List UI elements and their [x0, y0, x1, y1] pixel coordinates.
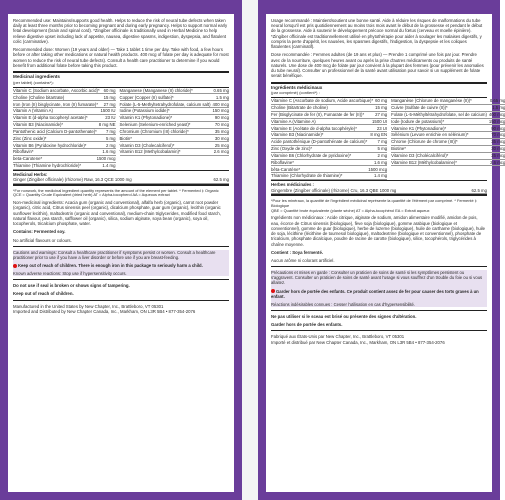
- english-label-card: [8, 14, 234, 492]
- ingredient-row: [13, 129, 116, 136]
- ingredient-row: [391, 160, 505, 167]
- ingredient-amount: 7 mg: [105, 128, 116, 134]
- ingredient-row: [391, 119, 505, 126]
- ingredient-row: [120, 108, 229, 115]
- ingredient-name: Vitamin B6 (Pyridoxine hydrochloride)*: [13, 142, 87, 148]
- seal-warning: Do not use if seal is broken or shows signs of tampering.: [13, 283, 130, 289]
- ingredient-row: [13, 177, 229, 184]
- ingredient-amount: 0.65 mg: [213, 87, 229, 93]
- ingredient-name: Vitamin K1 (Phytonadione)*: [119, 115, 173, 121]
- ingredient-amount: 30 mcg: [491, 146, 505, 152]
- ingredient-amount: 15 mg: [103, 94, 116, 100]
- ingredient-name: Riboflavine*: [271, 159, 294, 165]
- contains-note: Contains: Fermented soy.: [13, 229, 66, 235]
- medicinal-ingredients-table: [13, 71, 229, 185]
- ingredient-amount: 62.5 mg: [213, 177, 229, 183]
- ingredient-name: Selenium (Selenium-enriched yeast)*: [119, 122, 191, 128]
- manufacturer-info-fr: Fabriqué aux États-Unis par New Chapter, Inc., Brattleboro, VT 05301 Importé et distribué par New Chapter Canada, Inc., Markham, ON L3R 5B4 • 877-354-2076: [271, 334, 445, 345]
- ingredient-amount: 5 mg: [377, 146, 388, 152]
- ingredient-row: [120, 149, 229, 156]
- ingredient-amount: 150 mcg: [212, 108, 229, 114]
- footnotes-fr: *Pour les minéraux, la quantité de l'ingrédient médicinal représente la quantité de l'élément par comprimé. * Fermenté ‡ Biologique QBE = Quantité brute équivalente (plante sèche) AT = Alpha-tocophérol EA = Extrait aqueux: [271, 198, 477, 213]
- ingredient-row: [271, 112, 387, 119]
- cautions-fr: Précautions et mises en garde : Consulter un praticien de soins de santé si les symptômes persistent ou s'aggravent. Consulter un praticien de soins de santé avant l'usage si vous souffrez d'un trouble du foie ou si vous allaitez.: [271, 270, 483, 286]
- recommended-use: Recommended use: Maintains/supports good health. Helps to reduce the risk of neural tube defects when taken daily at least three months prior to becoming pregnant and during early pregnancy. Helps to support normal early fetal development (brain and spinal cord). *Zingiber officinale is traditionally used in Herbal Medicine to help relieve digestive upset including lack of appetite, nausea, digestive spasms, indigestion, dyspepsia, and flatulent colic (carminative).: [13, 18, 228, 44]
- ingredient-row: [13, 94, 116, 101]
- herbs-title: Medicinal Herbs:: [13, 171, 48, 177]
- ingredient-row: [391, 132, 505, 139]
- ingredient-row: [120, 122, 229, 129]
- ingredient-row: [271, 139, 387, 146]
- ingredient-name: Vitamine A (Vitamine A): [271, 118, 316, 124]
- ingredient-row: [271, 173, 387, 180]
- french-label-card: [266, 14, 505, 492]
- ingredient-row: [13, 142, 116, 149]
- cautions-box: [13, 250, 229, 277]
- ingredient-row: [13, 101, 116, 108]
- ingredient-name: Choline (Bitartrate de choline): [271, 105, 328, 111]
- ingredient-row: [391, 125, 505, 132]
- ingredient-amount: 1500 mcg: [96, 156, 116, 162]
- ingredient-amount: 8 mg EN: [370, 132, 388, 138]
- no-artificial-note-fr: Aucun arôme ni colorant artificiel.: [271, 257, 335, 263]
- ingredient-name: Manganese (Manganese (II) chloride)*: [119, 87, 193, 93]
- recommended-dose: Recommended dose: Women (19 years and older) — Take 1 tablet 1 time per day. Take with food, a few hours before or after taking other medications or natural health products. 400 mcg of folate per day is adequate for most women to reduce the risk of neural tube defects). Consult a health care practitioner to determine if you would benefit from additional folate before taking this product.: [13, 47, 229, 68]
- ingredient-row: [391, 98, 505, 105]
- ingredient-row: [120, 94, 229, 101]
- ingredient-row: [391, 146, 505, 153]
- ingredient-name: Iodine (Potassium iodide)*: [119, 108, 170, 114]
- ingredient-row: [391, 153, 505, 160]
- seal-warning-fr: Ne pas utiliser si le sceau est brisé ou présente des signes d'altération.: [271, 313, 417, 319]
- ingredient-row: [13, 163, 116, 170]
- ingredient-amount: 7 mg: [377, 139, 388, 145]
- ingredient-row: [271, 187, 487, 194]
- cautions: Cautions and warnings: Consult a healthcare practitioner if symptoms persist or worsen. Consult a healthcare practitioner prior to use if you have a liver disorder or before use if you are breast-feeding.: [13, 249, 216, 260]
- ingredient-name: Vitamin B12 (Methylcobalamin)*: [119, 149, 181, 155]
- ingredient-amount: 1.4 mg: [373, 173, 388, 179]
- ingredient-amount: 1500 IU: [100, 108, 116, 114]
- ingredient-row: [271, 125, 387, 132]
- ingredient-amount: 1.6 mg: [373, 159, 388, 165]
- ingredient-name: Acide pantothénique (D-pantothénate de calcium)*: [271, 139, 368, 145]
- ingredients-col-1: [13, 88, 116, 170]
- ingredient-name: Vitamin D3 (Cholecalciferol)*: [119, 142, 175, 148]
- ingredient-name: Iron (Iron (II) bisglycinate, Iron (II) fumarate)*: [13, 101, 99, 107]
- ingredient-row: [13, 88, 116, 95]
- ingredient-name: Pantothenic acid (Calcium D-pantothenate)*: [13, 128, 97, 134]
- english-panel: [0, 0, 242, 500]
- ingredient-name: Chrome (Chlorure de chrome (III))*: [391, 139, 458, 145]
- ingredient-name: Vitamin C (Sodium ascorbate, Ascorbic acid)*: [13, 87, 100, 93]
- ingredient-amount: 1.6 mg: [102, 149, 116, 155]
- ingredient-row: [13, 108, 116, 115]
- ingredient-name: Vitamine B6 (Chlorhydrate de pyridoxine)*: [271, 152, 352, 158]
- ingredient-row: [120, 142, 229, 149]
- ingredient-amount: 2 mg: [377, 152, 388, 158]
- ingredient-row: [271, 146, 387, 153]
- ingredient-name: Gingembre (Zingiber officinale) (rhizome) Cru, 16.3 QBE 1000 mg: [271, 187, 397, 193]
- ingredient-amount: 90 mcg: [214, 115, 229, 121]
- ingredient-name: Ginger (Zingiber officinale) (rhizome) Raw, 16.3 QCE 1000 mg: [13, 177, 132, 183]
- ingredient-row: [13, 122, 116, 129]
- ingredient-row: [120, 115, 229, 122]
- recommended-use-fr: Usage recommandé : Maintient/soutient une bonne santé. Aide à réduire les risques de malformations du tube neural lorsqu'il est pris quotidiennement au moins trois mois avant le début de la grossesse et pendant le début de la grossesse. Aide à soutenir le développement précoce normal du fœtus (cerveau et moelle épinière). *Zingiber officinale est traditionnellement utilisé en phytothérapie pour aider à soulager les malaises digestifs, y compris la perte d'appétit, les nausées, les spasmes digestifs, l'indigestion, la dyspepsie et les coliques flatulentes (carminatif).: [271, 18, 483, 50]
- medicinal-ingredients-table-fr: [271, 82, 505, 196]
- ingredient-row: [271, 153, 387, 160]
- non-medicinal-ingredients: Non-medicinal ingredients: Acacia gum (organic and conventional), alfalfa herb (organic), carrot root powder (organic), citric acid, Citrus sinensis peel (organic), dicalcium phosphate, guar gum (organic), lecithin (organic sunflower lecithin), maltodextrin (organic and conventional), medium-chain triglycerides, modified food starch, natural flavour, pea starch, safflower oil (organic), silica, sodium alginate, soya bean (organic), soya oil, tocopherols, tricalcium phosphate, water.: [13, 200, 221, 227]
- ingredient-name: Vitamin E (d-alpha tocopheryl acetate)*: [13, 115, 88, 121]
- ingredient-row: [13, 156, 116, 163]
- facts-subtitle: (per tablet) (contains*):: [13, 81, 229, 88]
- ingredient-amount: 8 mg NE: [98, 122, 116, 128]
- no-artificial-note: No artificial flavours or colours.: [13, 237, 72, 243]
- french-panel: [258, 0, 505, 500]
- ingredient-name: Zinc (Oxyde de zinc)*: [271, 146, 313, 152]
- ingredient-amount: 1.4 mg: [102, 162, 116, 168]
- ingredient-amount: 62.5 mg: [471, 187, 487, 193]
- keep-out-warning-fr: Garder hors de portée des enfants. Ce produit contient assez de fer pour causer des torts graves à un enfant.: [271, 288, 479, 299]
- herbs-list-fr: [271, 187, 487, 194]
- ingredient-amount: 1500 UI: [372, 118, 388, 124]
- ingredient-amount: 90 mcg: [491, 125, 505, 131]
- ingredient-row: [271, 105, 387, 112]
- ingredient-name: Vitamin A (Vitamin A): [13, 108, 53, 114]
- ingredient-name: Folate (L-5-Methyltetrahydrofolate, calcium salt): [119, 101, 211, 107]
- facts-subtitle-fr: (par comprimé) (contient*) :: [271, 91, 487, 98]
- ingredient-amount: 400 mcg: [488, 112, 505, 117]
- ingredient-row: [391, 105, 505, 112]
- ingredient-amount: 70 mcg: [214, 122, 229, 128]
- ingredient-name: Vitamine C (Ascorbate de sodium, Acide ascorbique)*: [271, 98, 374, 104]
- ingredient-row: [271, 98, 387, 105]
- facts-title: Medicinal ingredients: [13, 74, 60, 80]
- ingredient-name: Copper (Copper (II) sulfate)*: [119, 94, 174, 100]
- ingredient-amount: 60 mg: [375, 98, 388, 104]
- ingredient-amount: 2.6 mcg: [490, 159, 505, 165]
- ingredient-name: bêta-Carotène*: [271, 166, 301, 172]
- ingredient-name: Chromium (Chromium (III) chloride)*: [119, 128, 189, 134]
- adverse-reactions: Known adverse reactions: Stop use if hypersensitivity occurs.: [13, 271, 127, 277]
- ingredient-row: [391, 139, 505, 146]
- ingredient-row: [13, 149, 116, 156]
- ingredient-name: Vitamine D3 (Cholécalciférol)*: [391, 152, 449, 158]
- manufacturer-info: Manufactured in the United States by New Chapter, Inc., Brattleboro, VT 05301 Imported and Distributed by New Chapter Canada, Inc., Markham, ON L3R 5B4 • 877-354-2076: [13, 303, 196, 314]
- ingredient-amount: 1.5 mg: [215, 94, 229, 100]
- non-medicinal-ingredients-fr: Ingrédients non médicinaux : Acide citrique, alginate de sodium, amidon alimentaire modifié, amidon de pois, eau, écorce de Citrus sinensis (biologique), fève soja (biologique), gomme arabique (biologique et conventionnel), gomme de guar (biologique), herbe de luzerne (biologique), huile de carthame (biologique), huile de soja, lécithine (lécithine de tournesol biologique), maltodextrine (biologique et conventionnel), phosphate de tricalcium, phosphate dicalcique, poudre de racine de carotte (biologique), silice, tocophérols, triglycérides à chaîne moyenne.: [271, 215, 486, 247]
- herbs-title-fr: Herbes médicinales :: [271, 181, 314, 187]
- ingredient-row: [271, 119, 387, 126]
- ingredient-name: Vitamine B12 (Méthylcobalamine)*: [391, 159, 457, 165]
- ingredient-name: Sélénium (Levure enrichie en sélénium)*: [391, 132, 469, 138]
- ingredient-amount: 2.6 mcg: [213, 149, 229, 155]
- ingredient-amount: 23 IU: [105, 115, 116, 121]
- keep-out-warning: Keep out of reach of children. There is enough iron in this package to seriously harm a child.: [18, 263, 203, 268]
- ingredient-amount: 400 mcg: [212, 101, 229, 107]
- ingredient-amount: 25 mcg: [214, 142, 229, 148]
- ingredient-amount: 1.5 mg: [492, 105, 505, 111]
- ingredient-row: [271, 132, 387, 139]
- panel-gutter: [242, 0, 258, 500]
- ingredient-amount: 70 mcg: [491, 132, 505, 138]
- ingredient-row: [13, 135, 116, 142]
- ingredient-name: Thiamine (Thiamine hydrochloride)*: [13, 162, 82, 168]
- ingredient-amount: 15 mg: [375, 105, 388, 111]
- facts-title-fr: Ingrédients médicinaux: [271, 84, 323, 90]
- ingredient-row: [391, 112, 505, 119]
- ingredient-row: [120, 135, 229, 142]
- ingredient-name: Riboflavin*: [13, 149, 34, 155]
- ingredient-name: Biotin*: [119, 135, 132, 141]
- warning-dot-icon: [13, 264, 17, 268]
- contains-note-fr: Contient : Soya fermenté.: [271, 249, 324, 255]
- ingredient-row: [271, 160, 387, 167]
- keep-out-note: Keep out of reach of children.: [13, 291, 74, 297]
- ingredient-amount: 2 mg: [105, 142, 116, 148]
- ingredient-name: Biotine*: [391, 146, 406, 152]
- ingredient-name: Manganèse (Chlorure de manganèse (II))*: [391, 98, 472, 104]
- ingredient-name: Folate (L-5-Méthyltétrahydrofolate, sel de calcium): [391, 112, 487, 117]
- ingredients-col-2: [120, 88, 229, 170]
- keep-out-note-fr: Garder hors de portée des enfants.: [271, 322, 343, 328]
- ingredient-row: [120, 88, 229, 95]
- adverse-reactions-fr: Réactions indésirables connues : Cesser l'utilisation en cas d'hypersensibilité.: [271, 301, 416, 307]
- ingredient-name: beta-Carotene*: [13, 156, 43, 162]
- ingredient-row: [13, 115, 116, 122]
- ingredients-col-1-fr: [271, 98, 387, 180]
- ingredient-row: [271, 166, 387, 173]
- ingredient-name: Vitamine E (Acétate de d-alpha tocophéryle)*: [271, 125, 357, 131]
- ingredients-col-2-fr: [391, 98, 505, 180]
- ingredient-amount: 27 mg: [375, 112, 388, 117]
- ingredient-name: Cuivre (Sulfate de cuivre (II))*: [391, 105, 448, 111]
- ingredient-name: Vitamine K1 (Phytonadione)*: [391, 125, 447, 131]
- cautions-box-fr: [271, 270, 487, 307]
- ingredient-row: [120, 129, 229, 136]
- ingredient-name: Vitamine B3 (Niacinamide)*: [271, 132, 324, 138]
- ingredient-amount: 35 mcg: [214, 128, 229, 134]
- ingredient-amount: 5 mg: [105, 135, 116, 141]
- ingredient-name: Vitamin B3 (Niacinamide)*: [13, 122, 64, 128]
- ingredient-name: Iode (Iodure de potassium)*: [391, 118, 445, 124]
- ingredient-name: Thiamine (Chlorhydrate de thiamine)*: [271, 173, 343, 179]
- recommended-dose-fr: Dose recommandée : Femmes adultes (de 19 ans et plus) — Prendre 1 comprimé une fois par jour. Prendre avec de la nourriture, quelques heures avant ou après la prise d'autres médicaments ou produits de santé naturels. Une dose de 400 mcg de folate par jour convient à la plupart des femmes (pour prévenir les anomalies du tube neural). Consulter un professionnel de la santé avant utilisation pour savoir si un supplément de folate serait bénéfique.: [271, 52, 484, 79]
- ingredient-amount: 150 mcg: [488, 118, 505, 124]
- ingredient-amount: 0.65 mg: [489, 98, 505, 104]
- ingredient-amount: 1500 mcg: [368, 166, 388, 172]
- ingredient-name: Choline (Choline bitartrate): [13, 94, 65, 100]
- ingredient-amount: 25 mcg: [491, 152, 505, 158]
- ingredient-amount: 30 mcg: [214, 135, 229, 141]
- ingredient-amount: 23 UI: [376, 125, 388, 131]
- ingredient-row: [120, 101, 229, 108]
- ingredient-amount: 60 mg: [103, 87, 116, 93]
- herbs-list: [13, 177, 229, 184]
- ingredient-amount: 35 mcg: [491, 139, 505, 145]
- footnotes: *For nonwork, the medicinal ingredient quantity represents the amount of the element per tablet. * Fermented ‡ Organic QCE = Quantity Crude Equivalent (dried herb) AT = Alpha-tocopherol AA = Aqueous extract: [13, 187, 219, 198]
- ingredient-name: Fer (Bisglycinate de fer (II), Fumarate de fer (II))*: [271, 112, 365, 117]
- ingredient-name: Zinc (Zinc oxide)*: [13, 135, 47, 141]
- ingredient-amount: 27 mg: [103, 101, 116, 107]
